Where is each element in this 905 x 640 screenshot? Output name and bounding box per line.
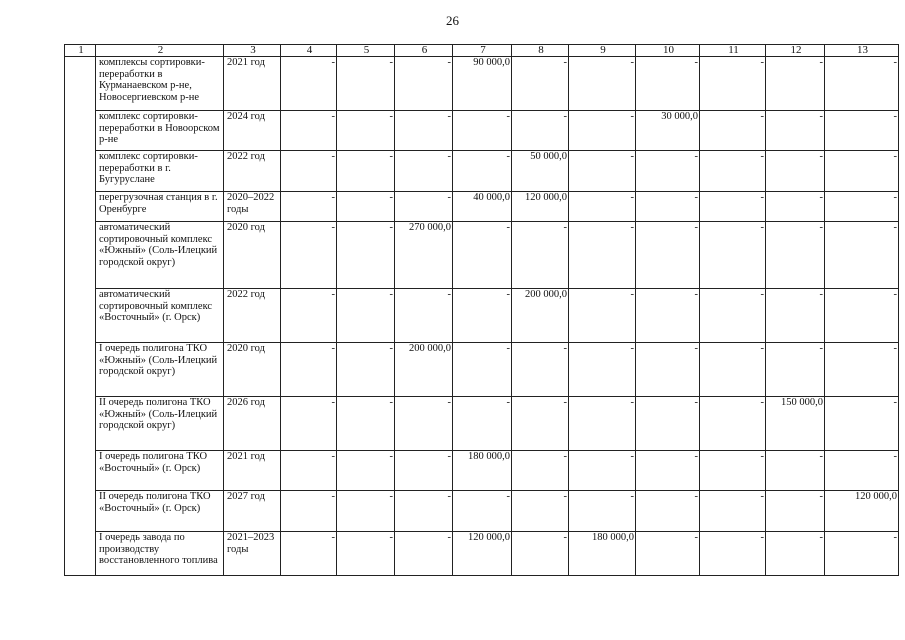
value-cell: - xyxy=(453,151,512,192)
value-cell: - xyxy=(281,532,337,576)
value-cell: 270 000,0 xyxy=(395,222,453,289)
value-cell: - xyxy=(825,289,899,343)
row-number-cell xyxy=(65,532,96,576)
value-cell: - xyxy=(569,289,636,343)
value-cell: - xyxy=(281,57,337,111)
value-cell: - xyxy=(636,451,700,491)
value-cell: - xyxy=(337,151,395,192)
value-cell: - xyxy=(337,289,395,343)
value-cell: 40 000,0 xyxy=(453,192,512,222)
value-cell: 120 000,0 xyxy=(825,491,899,532)
table-row xyxy=(65,289,899,343)
col-header: 13 xyxy=(825,45,899,57)
value-cell: - xyxy=(766,192,825,222)
value-cell: 120 000,0 xyxy=(512,192,569,222)
value-cell: - xyxy=(766,343,825,397)
table-row xyxy=(65,222,899,289)
object-name-cell: I очередь полигона ТКО «Восточный» (г. Орск) xyxy=(96,451,224,491)
value-cell: - xyxy=(700,111,766,151)
value-cell: - xyxy=(281,151,337,192)
period-cell: 2022 год xyxy=(224,151,281,192)
value-cell: - xyxy=(512,491,569,532)
row-number-cell xyxy=(65,289,96,343)
value-cell: - xyxy=(512,111,569,151)
value-cell: - xyxy=(636,222,700,289)
col-header: 10 xyxy=(636,45,700,57)
value-cell: - xyxy=(569,111,636,151)
value-cell: - xyxy=(453,111,512,151)
value-cell: - xyxy=(766,57,825,111)
value-cell: - xyxy=(569,151,636,192)
value-cell: - xyxy=(512,222,569,289)
data-table xyxy=(64,44,899,576)
object-name-cell: II очередь полигона ТКО «Южный» (Соль-Илецкий городской округ) xyxy=(96,397,224,451)
col-header: 4 xyxy=(281,45,337,57)
value-cell: - xyxy=(512,451,569,491)
value-cell: 200 000,0 xyxy=(395,343,453,397)
value-cell: 180 000,0 xyxy=(453,451,512,491)
value-cell: 90 000,0 xyxy=(453,57,512,111)
value-cell: - xyxy=(825,397,899,451)
value-cell: - xyxy=(636,192,700,222)
value-cell: - xyxy=(766,151,825,192)
value-cell: - xyxy=(825,57,899,111)
value-cell: - xyxy=(700,397,766,451)
value-cell: - xyxy=(766,451,825,491)
object-name-cell: комплекс сортировки-переработки в Новоорском р-не xyxy=(96,111,224,151)
value-cell: - xyxy=(766,222,825,289)
page-number: 26 xyxy=(446,13,459,28)
value-cell: - xyxy=(395,57,453,111)
table-row xyxy=(65,397,899,451)
row-number-cell xyxy=(65,222,96,289)
value-cell: - xyxy=(636,343,700,397)
value-cell: - xyxy=(700,222,766,289)
value-cell: - xyxy=(636,491,700,532)
value-cell: - xyxy=(700,192,766,222)
value-cell: - xyxy=(636,397,700,451)
value-cell: - xyxy=(700,343,766,397)
row-number-cell xyxy=(65,491,96,532)
value-cell: - xyxy=(337,343,395,397)
table-row xyxy=(65,343,899,397)
value-cell: - xyxy=(337,111,395,151)
value-cell: - xyxy=(512,343,569,397)
value-cell: - xyxy=(569,451,636,491)
value-cell: - xyxy=(395,491,453,532)
value-cell: - xyxy=(453,289,512,343)
period-cell: 2021–2023 годы xyxy=(224,532,281,576)
value-cell: - xyxy=(636,151,700,192)
value-cell: 30 000,0 xyxy=(636,111,700,151)
value-cell: - xyxy=(569,491,636,532)
header-row xyxy=(65,45,899,57)
value-cell: - xyxy=(337,192,395,222)
value-cell: - xyxy=(766,491,825,532)
period-cell: 2021 год xyxy=(224,451,281,491)
value-cell: - xyxy=(453,222,512,289)
value-cell: - xyxy=(337,397,395,451)
period-cell: 2020–2022 годы xyxy=(224,192,281,222)
value-cell: - xyxy=(453,491,512,532)
table-row xyxy=(65,491,899,532)
col-header: 3 xyxy=(224,45,281,57)
value-cell: 150 000,0 xyxy=(766,397,825,451)
object-name-cell: II очередь полигона ТКО «Восточный» (г. Орск) xyxy=(96,491,224,532)
value-cell: - xyxy=(766,289,825,343)
value-cell: - xyxy=(636,289,700,343)
value-cell: 50 000,0 xyxy=(512,151,569,192)
value-cell: - xyxy=(395,111,453,151)
value-cell: - xyxy=(825,343,899,397)
value-cell: - xyxy=(395,451,453,491)
row-number-cell xyxy=(65,57,96,111)
value-cell: - xyxy=(281,289,337,343)
value-cell: - xyxy=(453,343,512,397)
object-name-cell: I очередь завода по производству восстановленного топлива xyxy=(96,532,224,576)
value-cell: - xyxy=(395,151,453,192)
row-number-cell xyxy=(65,343,96,397)
period-cell: 2021 год xyxy=(224,57,281,111)
table-row xyxy=(65,151,899,192)
table-row xyxy=(65,192,899,222)
object-name-cell: I очередь полигона ТКО «Южный» (Соль-Илецкий городской округ) xyxy=(96,343,224,397)
value-cell: - xyxy=(700,151,766,192)
value-cell: 120 000,0 xyxy=(453,532,512,576)
value-cell: - xyxy=(700,491,766,532)
value-cell: - xyxy=(766,111,825,151)
value-cell: - xyxy=(337,222,395,289)
value-cell: - xyxy=(337,491,395,532)
value-cell: - xyxy=(700,532,766,576)
value-cell: - xyxy=(337,451,395,491)
value-cell: - xyxy=(569,192,636,222)
row-number-cell xyxy=(65,451,96,491)
value-cell: - xyxy=(569,343,636,397)
value-cell: - xyxy=(569,397,636,451)
value-cell: - xyxy=(700,451,766,491)
value-cell: - xyxy=(281,451,337,491)
value-cell: - xyxy=(281,397,337,451)
value-cell: - xyxy=(395,289,453,343)
value-cell: - xyxy=(825,451,899,491)
row-number-cell xyxy=(65,151,96,192)
value-cell: - xyxy=(825,192,899,222)
object-name-cell: автоматический сортировочный комплекс «Восточный» (г. Орск) xyxy=(96,289,224,343)
col-header: 11 xyxy=(700,45,766,57)
value-cell: - xyxy=(636,57,700,111)
table-row xyxy=(65,532,899,576)
object-name-cell: комплексы сортировки-переработки в Курманаевском р-не, Новосергиевском р-не xyxy=(96,57,224,111)
period-cell: 2026 год xyxy=(224,397,281,451)
value-cell: - xyxy=(766,532,825,576)
row-number-cell xyxy=(65,192,96,222)
value-cell: - xyxy=(453,397,512,451)
period-cell: 2024 год xyxy=(224,111,281,151)
col-header: 8 xyxy=(512,45,569,57)
col-header: 7 xyxy=(453,45,512,57)
value-cell: - xyxy=(512,57,569,111)
value-cell: - xyxy=(281,192,337,222)
value-cell: - xyxy=(825,222,899,289)
value-cell: - xyxy=(281,111,337,151)
value-cell: - xyxy=(569,222,636,289)
value-cell: 180 000,0 xyxy=(569,532,636,576)
value-cell: - xyxy=(569,57,636,111)
row-number-cell xyxy=(65,111,96,151)
value-cell: 200 000,0 xyxy=(512,289,569,343)
value-cell: - xyxy=(700,289,766,343)
object-name-cell: автоматический сортировочный комплекс «Южный» (Соль-Илецкий городской округ) xyxy=(96,222,224,289)
col-header: 2 xyxy=(96,45,224,57)
col-header: 12 xyxy=(766,45,825,57)
value-cell: - xyxy=(281,491,337,532)
period-cell: 2022 год xyxy=(224,289,281,343)
period-cell: 2020 год xyxy=(224,222,281,289)
value-cell: - xyxy=(395,397,453,451)
row-number-cell xyxy=(65,397,96,451)
value-cell: - xyxy=(825,151,899,192)
col-header: 5 xyxy=(337,45,395,57)
value-cell: - xyxy=(512,532,569,576)
value-cell: - xyxy=(337,57,395,111)
value-cell: - xyxy=(825,532,899,576)
col-header: 6 xyxy=(395,45,453,57)
value-cell: - xyxy=(636,532,700,576)
col-header: 1 xyxy=(65,45,96,57)
col-header: 9 xyxy=(569,45,636,57)
value-cell: - xyxy=(281,222,337,289)
table-row xyxy=(65,111,899,151)
value-cell: - xyxy=(512,397,569,451)
value-cell: - xyxy=(825,111,899,151)
table-row xyxy=(65,57,899,111)
value-cell: - xyxy=(700,57,766,111)
period-cell: 2020 год xyxy=(224,343,281,397)
table-row xyxy=(65,451,899,491)
period-cell: 2027 год xyxy=(224,491,281,532)
object-name-cell: перегрузочная станция в г. Оренбурге xyxy=(96,192,224,222)
object-name-cell: комплекс сортировки-переработки в г. Бугуруслане xyxy=(96,151,224,192)
value-cell: - xyxy=(337,532,395,576)
value-cell: - xyxy=(395,192,453,222)
value-cell: - xyxy=(395,532,453,576)
value-cell: - xyxy=(281,343,337,397)
